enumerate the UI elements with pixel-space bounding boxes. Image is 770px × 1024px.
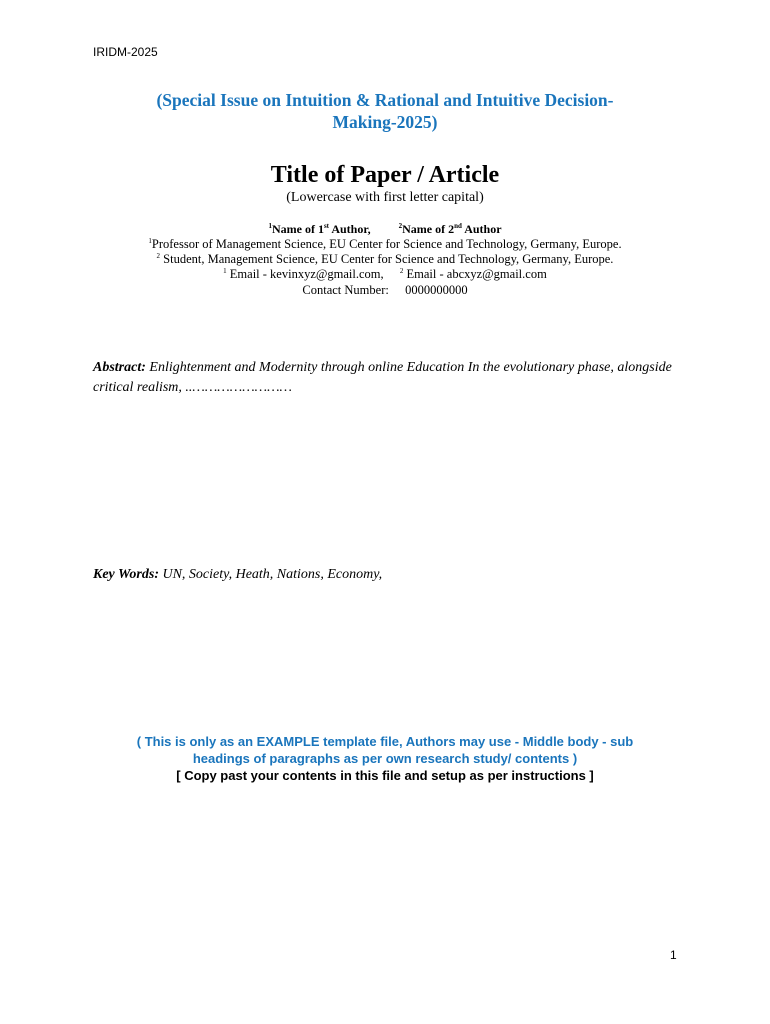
special-issue-line-1: (Special Issue on Intuition & Rational and Intuitive Decision- (156, 90, 614, 110)
keywords-label: Key Words: (93, 567, 159, 582)
author-2-sup: 2 (398, 222, 403, 230)
running-header: IRIDM-2025 (93, 45, 158, 59)
keywords-paragraph (93, 565, 688, 585)
affiliation-1-text: Professor of Management Science, EU Center for Science and Technology, Germany, Europe. (151, 237, 622, 251)
affiliation-2-text: Student, Management Science, EU Center for Science and Technology, Germany, Europe. (160, 252, 614, 266)
abstract-text: Enlightenment and Modernity through online Education In the evolutionary phase, alongside critical realism, ..…………………… (93, 360, 672, 395)
affiliation-2 (0, 252, 770, 267)
email-2-text: Email - abcxyz@gmail.com (403, 267, 547, 281)
abstract-paragraph (93, 358, 688, 398)
author-1-sup: 1 (268, 222, 272, 230)
affiliation-2-sup: 2 (156, 251, 161, 260)
email-line (0, 267, 770, 282)
template-note (95, 733, 675, 767)
author-2-name-pre: Name of 2 (402, 222, 455, 236)
author-1-name-pre: Name of 1 (271, 222, 324, 236)
email-2-sup: 2 (399, 266, 404, 275)
contact-value: 0000000000 (405, 283, 468, 297)
keywords-text: UN, Society, Heath, Nations, Economy, (158, 567, 383, 582)
paper-subtitle: (Lowercase with first letter capital) (286, 190, 484, 205)
special-issue-heading (85, 89, 685, 133)
template-note-line-1: ( This is only as an EXAMPLE template file, Authors may use - Middle body - sub (136, 734, 634, 749)
paper-title: Title of Paper / Article (270, 162, 500, 188)
author-2-name-post: Author (461, 222, 502, 236)
contact-label: Contact Number: (302, 283, 389, 297)
author-1-ordinal: st (323, 222, 329, 230)
page-number: 1 (670, 948, 677, 962)
copy-instruction: [ Copy past your contents in this file and setup as per instructions ] (176, 768, 594, 783)
author-2-ordinal: nd (454, 222, 462, 230)
abstract-label: Abstract: (93, 360, 146, 375)
author-1-name-post: Author, (329, 222, 371, 236)
author-line (0, 221, 770, 237)
template-note-line-2: headings of paragraphs as per own research study/ contents ) (192, 751, 578, 766)
special-issue-line-2: Making-2025) (332, 112, 438, 132)
email-1-sup: 1 (223, 266, 227, 275)
affiliation-1 (0, 237, 770, 252)
email-1-text: Email - kevinxyz@gmail.com, (226, 267, 384, 281)
contact-line (0, 283, 770, 298)
affiliation-1-sup: 1 (148, 236, 152, 245)
